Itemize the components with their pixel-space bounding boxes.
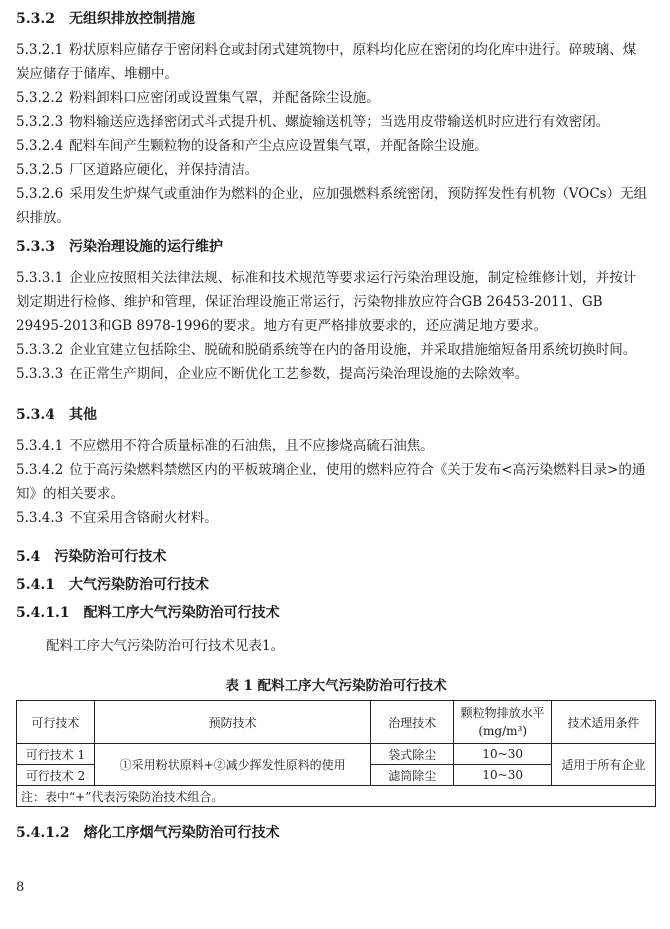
- section-5-4-1-1-heading: 5.4.1.1 配料工序大气污染防治可行技术: [16, 605, 280, 621]
- clause-number: 5.3.4.2: [16, 462, 64, 478]
- clause-5-3-4-3: [16, 506, 648, 530]
- clause-5-3-2-2: [16, 86, 648, 110]
- clause-5-3-2-3: [16, 110, 648, 134]
- clause-number: 5.3.2.2: [16, 90, 64, 106]
- page-number: 8: [16, 880, 25, 895]
- header-cell: 预防技术: [94, 701, 370, 744]
- row-name-cell: 可行技术 2: [17, 765, 95, 786]
- row-name-cell: 可行技术 1: [17, 744, 95, 765]
- clause-5-3-3-3: [16, 362, 648, 386]
- header-cell: 治理技术: [371, 701, 454, 744]
- clause-5-3-2-5: [16, 158, 648, 182]
- clause-number: 5.3.4.1: [16, 438, 64, 454]
- clause-text: 不宜采用含铬耐火材料。: [69, 510, 218, 526]
- emission-level-cell: 10~30: [454, 765, 552, 786]
- clause-text: 位于高污染燃料禁燃区内的平板玻璃企业，使用的燃料应符合《关于发布<高污染燃料目录>的通知》的相关要求。: [16, 462, 646, 502]
- section-5-4-1-heading: 5.4.1 大气污染防治可行技术: [16, 577, 209, 593]
- header-cell: [454, 701, 552, 744]
- clause-number: 5.3.3.2: [16, 342, 64, 358]
- clause-text: 配料车间产生颗粒物的设备和产尘点应设置集气罩，并配备除尘设施。: [69, 138, 488, 154]
- clause-5-3-2-4: [16, 134, 648, 158]
- section-5-3-4-heading: 5.3.4 其他: [16, 407, 97, 423]
- clause-number: 5.3.3.3: [16, 366, 64, 382]
- table-reference-paragraph: 配料工序大气污染防治可行技术见表1。: [46, 638, 285, 654]
- header-cell: 技术适用条件: [552, 701, 656, 744]
- clause-5-3-4-1: [16, 434, 648, 458]
- emission-level-cell: 10~30: [454, 744, 552, 765]
- clause-text: 企业宜建立包括除尘、脱硫和脱硝系统等在内的备用设施，并采取措施缩短备用系统切换时间。: [69, 342, 637, 358]
- table-note: 注：表中“+”代表污染防治技术组合。: [17, 786, 656, 807]
- clause-text: 企业应按照相关法律法规、标准和技术规范等要求运行污染治理设施，制定检维修计划，并按计划定期进行检修、维护和管理，保证治理设施正常运行，污染物排放应符合GB 26453-2011、GB 29495-2013和GB 8978-1996的要求。地方有更严格排放要求的，还应满足地方要求。: [16, 270, 637, 334]
- treatment-cell: 袋式除尘: [371, 744, 454, 765]
- clause-5-3-3-1: [16, 266, 648, 338]
- clause-5-3-4-2: [16, 458, 648, 506]
- header-label: 颗粒物排放水平: [460, 706, 545, 720]
- clause-5-3-3-2: [16, 338, 648, 362]
- treatment-cell: 滤筒除尘: [371, 765, 454, 786]
- applicability-cell: 适用于所有企业: [552, 744, 656, 786]
- table-caption: 表 1 配料工序大气污染防治可行技术: [225, 678, 447, 694]
- clause-text: 在正常生产期间，企业应不断优化工艺参数，提高污染治理设施的去除效率。: [69, 366, 529, 382]
- clause-text: 物料输送应选择密闭式斗式提升机、螺旋输送机等；当选用皮带输送机时应进行有效密闭。: [69, 114, 610, 130]
- technique-table: [16, 700, 656, 807]
- table-note-row: [17, 786, 656, 807]
- clause-text: 粉料卸料口应密闭或设置集气罩，并配备除尘设施。: [69, 90, 380, 106]
- clause-text: 采用发生炉煤气或重油作为燃料的企业，应加强燃料系统密闭，预防挥发性有机物（VOCs）无组织排放。: [16, 186, 648, 226]
- header-cell: 可行技术: [17, 701, 95, 744]
- clause-number: 5.3.4.3: [16, 510, 64, 526]
- clause-5-3-2-6: [16, 182, 648, 230]
- table-header-row: [17, 701, 656, 744]
- clause-text: 厂区道路应硬化，并保持清洁。: [69, 162, 259, 178]
- clause-5-3-2-1: [16, 38, 648, 86]
- table-row: [17, 744, 656, 765]
- clause-number: 5.3.2.1: [16, 42, 64, 58]
- clause-text: 粉状原料应储存于密闭料仓或封闭式建筑物中，原料均化应在密闭的均化库中进行。碎玻璃、煤炭应储存于储库、堆棚中。: [16, 42, 637, 82]
- section-5-3-3-heading: 5.3.3 污染治理设施的运行维护: [16, 239, 223, 255]
- clause-number: 5.3.2.3: [16, 114, 64, 130]
- prevention-cell: ①采用粉状原料+②减少挥发性原料的使用: [94, 744, 370, 786]
- clause-number: 5.3.2.4: [16, 138, 64, 154]
- clause-number: 5.3.2.6: [16, 186, 64, 202]
- clause-number: 5.3.2.5: [16, 162, 64, 178]
- clause-text: 不应燃用不符合质量标准的石油焦，且不应掺烧高硫石油焦。: [69, 438, 434, 454]
- header-unit: (mg/m³): [478, 724, 527, 738]
- section-5-3-2-heading: 5.3.2 无组织排放控制措施: [16, 11, 195, 27]
- section-5-4-1-2-heading: 5.4.1.2 熔化工序烟气污染防治可行技术: [16, 825, 280, 841]
- section-5-4-heading: 5.4 污染防治可行技术: [16, 549, 167, 565]
- clause-number: 5.3.3.1: [16, 270, 64, 286]
